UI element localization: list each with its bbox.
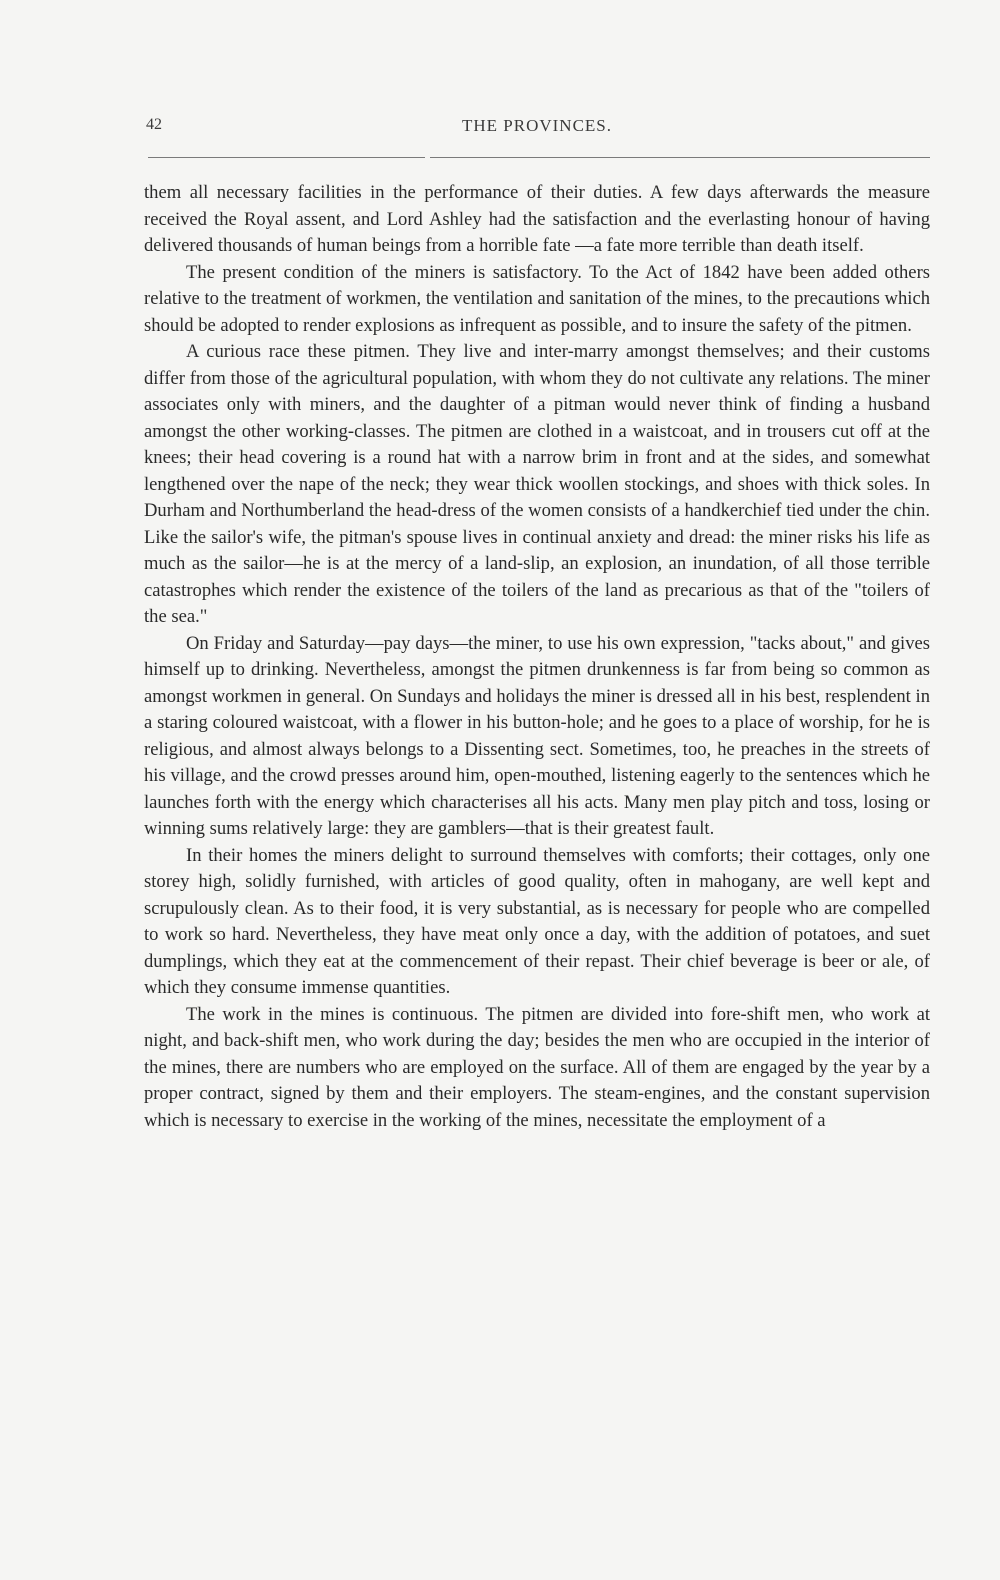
page-header: [146, 116, 928, 140]
paragraph: In their homes the miners delight to surround themselves with comforts; their cottages, only one storey high, solidly furnished, with articles of good quality, often in mahogany, are well kept and scrupulously clean. As to their food, it is very substantial, as is necessary for people who are compelled to work so hard. Nevertheless, they have meat only once a day, with the addition of potatoes, and suet dumplings, which they eat at the commencement of their repast. Their chief beverage is beer or ale, of which they consume immense quantities.: [144, 844, 930, 998]
body-text: [144, 180, 930, 1134]
paragraph: A curious race these pitmen. They live and inter-marry amongst themselves; and their customs differ from those of the agricultural population, with whom they do not cultivate any relations. The miner associates only with miners, and the daughter of a pitman would never think of finding a husband amongst the other working-classes. The pitmen are clothed in a waistcoat, and in trousers cut off at the knees; their head covering is a round hat with a narrow brim in front and at the sides, and somewhat lengthened over the nape of the neck; they wear thick woollen stockings, and shoes with thick soles. In Durham and Northumberland the head-dress of the women consists of a handkerchief tied under the chin. Like the sailor's wife, the pitman's spouse lives in continual anxiety and dread: the miner risks his life as much as the sailor—he is at the mercy of a land-slip, an explosion, an inundation, of all those terrible catastrophes which render the existence of the toilers of the land as precarious as that of the "toilers of the sea.": [144, 341, 930, 627]
running-head: THE PROVINCES.: [461, 116, 612, 135]
header-rule-right: [430, 157, 930, 158]
paragraph: On Friday and Saturday—pay days—the miner, to use his own expression, "tacks about," and gives himself up to drinking. Nevertheless, amongst the pitmen drunkenness is far from being so common as amongst workmen in general. On Sundays and holidays the miner is dressed all in his best, resplendent in a staring coloured waistcoat, with a flower in his button-hole; and he goes to a place of worship, for he is religious, and almost always belongs to a Dissenting sect. Sometimes, too, he preaches in the streets of his village, and the crowd presses around him, open-mouthed, listening eagerly to the sentences which he launches forth with the energy which characterises all his acts. Many men play pitch and toss, losing or winning sums relatively large: they are gamblers—that is their greatest fault.: [144, 632, 930, 839]
page-number: 42: [146, 116, 162, 133]
paragraph: The present condition of the miners is satisfactory. To the Act of 1842 have been added others relative to the treatment of workmen, the ventilation and sanitation of the mines, to the precautions which should be adopted to render explosions as infrequent as possible, and to insure the safety of the pitmen.: [144, 261, 930, 336]
paragraph: The work in the mines is continuous. The pitmen are divided into fore-shift men, who work at night, and back-shift men, who work during the day; besides the men who are occupied in the interior of the mines, there are numbers who are employed on the surface. All of them are engaged by the year by a proper contract, signed by them and their employers. The steam-engines, and the constant supervision which is necessary to exercise in the working of the mines, necessitate the employment of a: [144, 1003, 930, 1131]
paragraph: them all necessary facilities in the performance of their duties. A few days afterwards the measure received the Royal assent, and Lord Ashley had the satisfaction and the everlasting honour of having delivered thousands of human beings from a horrible fate —a fate more terrible than death itself.: [144, 182, 930, 256]
header-rule-left: [148, 157, 425, 158]
